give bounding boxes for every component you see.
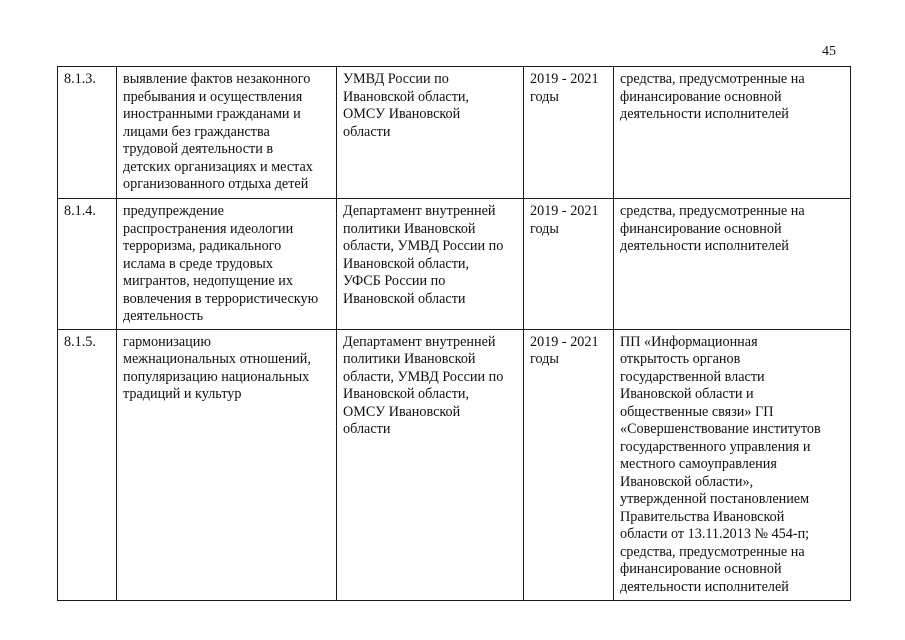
- activity-text: гармонизацию межнациональных отношений, популяризацию национальных традиций и культур: [123, 333, 311, 402]
- funding-text: ПП «Информационная открытость органов государственной власти Ивановской области и общественные связи» ГП «Совершенствование институтов государственного управления и местного самоуправления Ивановской области», утвержденной постановлением Правительства Ивановской области от 13.11.2013 № 454-п; средства, предусмотренные на финансирование основной деятельности исполнителей: [620, 333, 821, 595]
- item-number-cell: [58, 199, 117, 330]
- executor-text: УМВД России по Ивановской области, ОМСУ Ивановской области: [343, 71, 470, 140]
- executor-text: Департамент внутренней политики Ивановской области, УМВД России по Ивановской области, УФСБ России по Ивановской области: [343, 203, 504, 307]
- funding-cell: [614, 329, 851, 600]
- funding-cell: [614, 199, 851, 330]
- activity-cell: [117, 67, 337, 199]
- term-cell: [524, 199, 614, 330]
- term-cell: [524, 329, 614, 600]
- activity-cell: [117, 199, 337, 330]
- executor-cell: [337, 329, 524, 600]
- term-text: 2019 - 2021 годы: [530, 71, 599, 105]
- table-row: [58, 199, 851, 330]
- activity-text: предупреждение распространения идеологии терроризма, радикального ислама в среде трудовых мигрантов, недопущение их вовлечения в террористическую деятельность: [123, 203, 319, 324]
- table-row: [58, 329, 851, 600]
- executor-cell: [337, 67, 524, 199]
- item-number: 8.1.3.: [64, 71, 96, 87]
- page-number: 45: [822, 44, 836, 59]
- term-text: 2019 - 2021 годы: [530, 203, 599, 237]
- activity-cell: [117, 329, 337, 600]
- item-number-cell: [58, 329, 117, 600]
- measures-table: [57, 66, 851, 601]
- item-number-cell: [58, 67, 117, 199]
- activity-text: выявление фактов незаконного пребывания и осуществления иностранными гражданами и лицами без гражданства трудовой деятельности в детских организациях и местах организованного отдыха детей: [123, 71, 313, 192]
- funding-text: средства, предусмотренные на финансирование основной деятельности исполнителей: [620, 71, 805, 122]
- table-row: [58, 67, 851, 199]
- term-text: 2019 - 2021 годы: [530, 333, 599, 367]
- executor-cell: [337, 199, 524, 330]
- item-number: 8.1.4.: [64, 203, 96, 219]
- executor-text: Департамент внутренней политики Ивановской области, УМВД России по Ивановской области, ОМСУ Ивановской области: [343, 333, 504, 437]
- funding-cell: [614, 67, 851, 199]
- funding-text: средства, предусмотренные на финансирование основной деятельности исполнителей: [620, 203, 805, 254]
- item-number: 8.1.5.: [64, 333, 96, 350]
- term-cell: [524, 67, 614, 199]
